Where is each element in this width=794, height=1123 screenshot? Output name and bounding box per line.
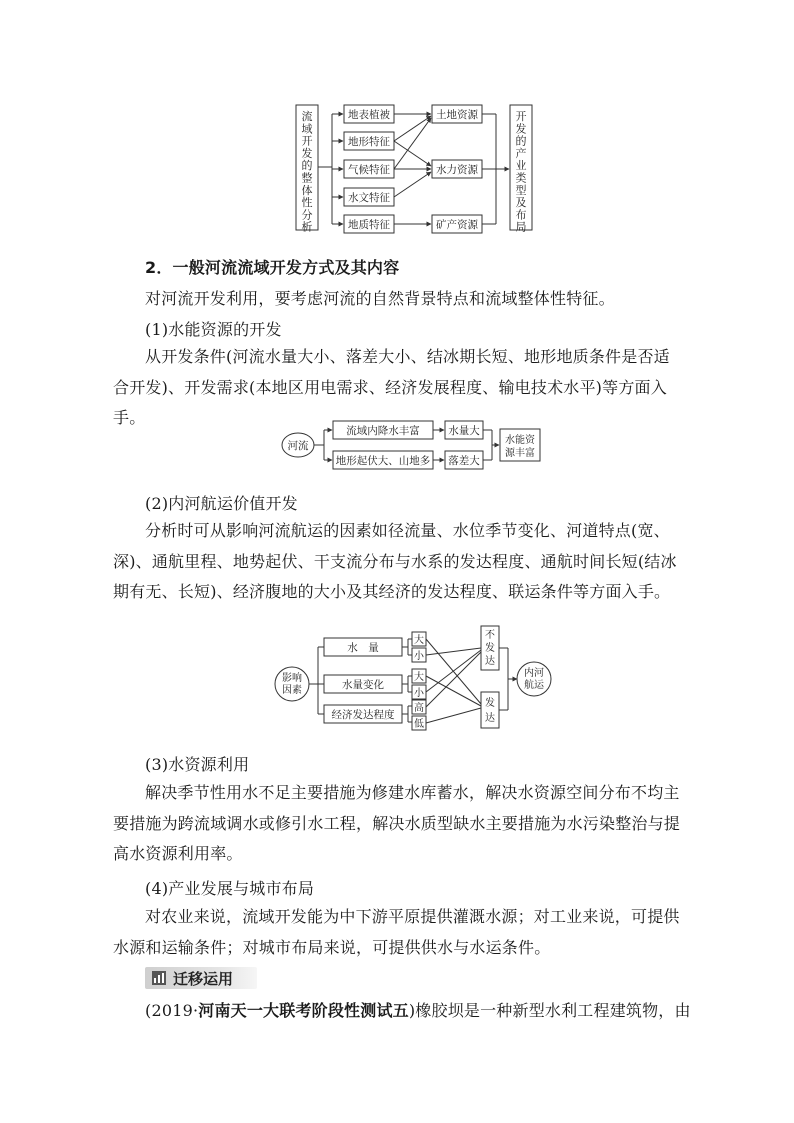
item-title-navigation: (2)内河航运价值开发 [145,494,298,513]
level-label: 大 [414,635,424,646]
outcome-bottom-label: 发达 [485,698,495,724]
section-heading: 2．一般河流流域开发方式及其内容 [145,258,400,277]
mid-top-label: 水量大 [448,425,480,437]
factor-box [332,215,394,233]
item-body-hydropower: 从开发条件(河流水量大小、落差大小、结冰期长短、地形地质条件是否适合开发)、开发需求(本地区用电需求、经济发展程度、输电技术水平)等方面入手。 [113,347,670,427]
nav-factor-label: 水量变化 [342,679,384,691]
mid-bottom-label: 落差大 [448,455,480,467]
bar-chart-icon [151,970,167,986]
factor-box [332,160,394,178]
outcome-top-label: 不发达 [485,630,495,667]
factors-oval-label: 影响因素 [282,673,302,696]
cause-bottom-label: 地形起伏大、山地多 [335,455,431,467]
practice-banner-label: 迁移运用 [173,970,234,988]
nav-factor-label: 经济发达程度 [331,709,395,721]
item-title-water: (3)水资源利用 [145,755,250,774]
resource-label: 水力资源 [436,164,478,176]
factor-label: 地形特征 [348,136,390,148]
hydropower-diagram [278,415,543,475]
level-label: 小 [414,688,424,699]
item-title-industry: (4)产业发展与城市布局 [145,879,315,898]
question-intro [145,998,691,1021]
factor-box [332,105,394,123]
basin-analysis-diagram [288,100,538,235]
level-label: 高 [414,703,424,714]
item-title-hydropower: (1)水能资源的开发 [145,320,282,339]
industry-layout-label: 开发的产业类型及布局 [515,110,527,234]
inland-navigation-label: 内河航运 [524,668,544,691]
resource-label: 土地资源 [436,109,478,121]
factor-box [332,188,394,206]
navigation-diagram [270,622,560,740]
level-label: 低 [414,719,424,730]
factor-label: 气候特征 [348,164,390,176]
factor-label: 水文特征 [348,192,390,204]
level-label: 大 [414,672,424,683]
section-intro: 对河流开发利用，要考虑河流的自然背景特点和流域整体性特征。 [145,289,615,308]
question-source: (2019· [145,1001,199,1020]
basin-analysis-label: 流域开发的整体性分析 [301,110,313,234]
river-label: 河流 [287,440,309,452]
nav-factor-label: 水 量 [347,642,379,654]
factor-box [332,132,394,150]
resource-label: 矿产资源 [436,219,478,231]
question-text: )橡胶坝是一种新型水利工程建筑物，由 [408,1001,691,1020]
factor-label: 地表植被 [348,109,390,121]
item-body-industry: 对农业来说，流域开发能为中下游平原提供灌溉水源；对工业来说，可提供水源和运输条件；对城市布局来说，可提供供水与水运条件。 [113,907,680,957]
question-source-name: 河南天一大联考阶段性测试五 [198,1001,409,1020]
level-label: 小 [414,651,424,662]
cause-top-label: 流域内降水丰富 [346,425,420,437]
practice-banner [145,967,257,989]
item-body-water: 解决季节性用水不足主要措施为修建水库蓄水，解决水资源空间分布不均主要措施为跨流域调水或修引水工程，解决水质型缺水主要措施为水污染整治与提高水资源利用率。 [113,783,681,863]
result-label: 水能资源丰富 [505,435,535,459]
factor-label: 地质特征 [348,219,390,231]
item-body-navigation: 分析时可从影响河流航运的因素如径流量、水位季节变化、河道特点(宽、深)、通航里程、地势起伏、干支流分布与水系的发达程度、通航时间长短(结冰期有无、长短)、经济腹地的大小及其经济的发达程度、联运条件等方面入手。 [113,521,677,601]
